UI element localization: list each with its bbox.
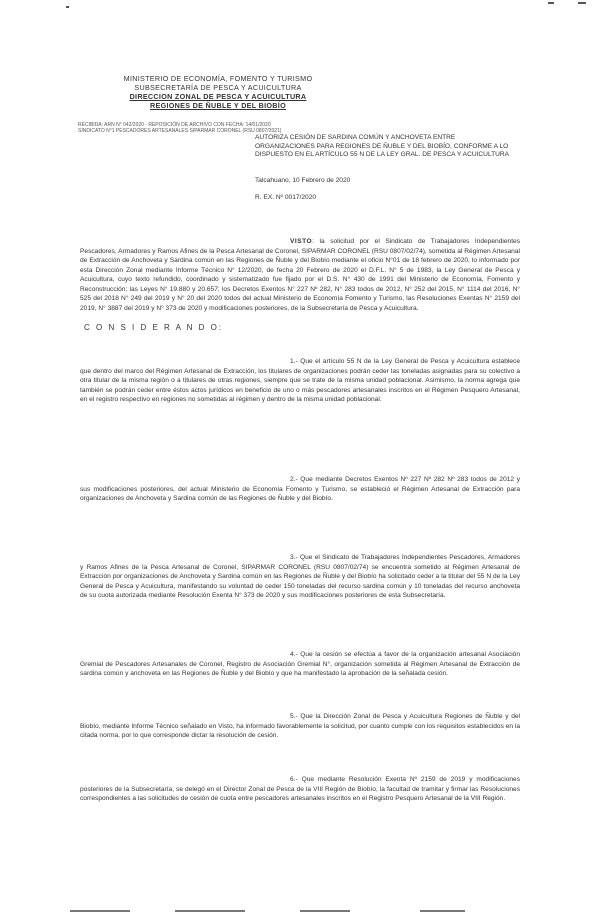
- considerando-item: [80, 775, 520, 804]
- considerando-item: [80, 553, 520, 601]
- visto-lead: VISTO: [290, 238, 313, 245]
- regions-name: REGIONES DE ÑUBLE Y DEL BIOBÍO: [149, 101, 286, 110]
- page-footer-rule: [420, 910, 465, 912]
- place-date: Talcahuano, 10 Febrero de 2020: [255, 177, 351, 184]
- page-footer-rule: [300, 910, 350, 912]
- resolution-subject: AUTORIZA CESIÓN DE SARDINA COMÚN Y ANCHOVETA ENTRE ORGANIZACIONES PARA REGIONES DE ÑUBLE Y DEL BIOBÍO, CONFORME A LO DISPUESTO EN EL ARTÍCULO 55 N DE LA LEY GRAL. DE PESCA Y ACUICULTURA: [255, 134, 510, 159]
- considerando-text: 4.- Que la cesión se efectúa a favor de la organización artesanal Asociación Gremial de Pescadores Artesanales de Coronel, Registro de Asociación Gremial N°, organización sometida al Régimen Artesanal de Extracción de sardina común y anchoveta en las Regiones de Ñuble y del Biobío y que ha manifestado la aprobación de la señalada cesión.: [80, 651, 520, 677]
- visto-text: : la solicitud por el Sindicato de Trabajadores Independientes Pescadores, Armadores y Ramos Afines de la Pesca Artesanal de Coronel, SIPARMAR CORONEL (RSU 0807/02/74), sometida al Régimen Artesanal de Extracción de Anchoveta y Sardina común en las Regiones de Ñuble y del Biobío mediante el oficio N°01 de 18 febrero de 2020, lo informado por esta Dirección Zonal mediante Informe Técnico N° 12/2020, de fecha 20 Febrero de 2020 el D.F.L. N° 5 de 1983, la Ley General de Pesca y Acuicultura, cuyo texto refundido, coordinado y sistematizado fue fijado por el D.S. N° 430 de 1991 del Ministerio de Economía, Fomento y Reconstrucción; las Leyes N° 19.880 y 20.657; los Decretos Exentos N° 227 Nº 282, N° 283 todos de 2012, N° 252 del 2015, N° 1114 del 2016, N° 525 del 2018 N° 249 del 2019 y N° 20 del 2020 todos del actual Ministerio de Economía Fomento y Turismo, las Resoluciones Exentas N° 2159 del 2019, N° 3887 del 2019 y N° 373 de 2020 y modificaciones posteriores, de la Subsecretaría de Pesca y Acuicultura.: [80, 238, 520, 312]
- zonal-direction-name: DIRECCION ZONAL DE PESCA Y ACUICULTURA: [129, 92, 307, 101]
- scan-mark: [578, 2, 586, 4]
- subsecretariat-name: SUBSECRETARÍA DE PESCA Y ACUICULTURA: [134, 83, 302, 92]
- considerando-item: [80, 357, 520, 405]
- considerando-item: [80, 475, 520, 504]
- ministry-header: [88, 74, 348, 110]
- reference-lines: [78, 122, 348, 134]
- page-footer-rule: [175, 910, 245, 912]
- considerando-heading: C O N S I D E R A N D O:: [84, 323, 224, 332]
- considerando-text: 3.- Que el Sindicato de Trabajadores Independientes Pescadores, Armadores y Ramos Afines de la Pesca Artesanal de Coronel, SIPARMAR CORONEL (RSU 0807/02/74) se encuentra sometido al Régimen Artesanal de Extracción por organizaciones de Anchoveta y Sardina común en las Regiones de Ñuble y del Biobío ha solicitado ceder a la titular del 55 N de la Ley General de Pesca y Acuicultura, manifestando su voluntad de ceder 150 toneladas del recurso sardina común y 10 toneladas del recurso anchoveta de su cuota autorizada mediante Resolución Exenta N° 373 de 2020 y sus modificaciones posteriores de esta Subsecretaría.: [80, 554, 520, 599]
- ministry-name: MINISTERIO DE ECONOMÍA, FOMENTO Y TURISMO: [123, 74, 313, 83]
- considerando-item: [80, 712, 520, 741]
- considerando-text: 1.- Que el artículo 55 N de la Ley General de Pesca y Acuicultura establece que dentro del marco del Régimen Artesanal de Extracción, los titulares de organizaciones podrán ceder las toneladas asignadas para su colectivo a otra titular de la misma región o a titulares de otras regiones, siempre que se trate de la misma unidad poblacional. Asimismo, la norma agrega que también se podrán ceder entre éstos actos jurídicos en beneficio de uno o más pescadores artesanales inscritos en el Régimen Pesquero Artesanal, en el registro respectivo en regiones no sometidas al régimen y dentro de la misma unidad poblacional.: [80, 358, 520, 403]
- considerando-text: 2.- Que mediante Decretos Exentos Nº 227 Nº 282 Nº 283 todos de 2012 y sus modificaciones posteriores, del actual Ministerio de Economía Fomento y Turismo, se estableció el Régimen Artesanal de Extracción para organizaciones de Anchoveta y Sardina común de las Regiones de Ñuble y del Biobío.: [80, 476, 520, 502]
- visto-paragraph: [80, 237, 520, 313]
- page-footer-rule: [70, 910, 130, 912]
- considerando-item: [80, 650, 520, 679]
- considerando-text: 5.- Que la Dirección Zonal de Pesca y Acuicultura Regiones de Ñuble y del Biobío, mediante Informe Técnico señalado en Visto, ha informado favorablemente la solicitud, por cuanto cumple con los requisitos establecidos en la citada norma, por lo que corresponde dictar la resolución de cesión.: [80, 713, 520, 739]
- considerando-text: 6.- Que mediante Resolución Exenta Nº 2159 de 2019 y modificaciones posteriores de la Subsecretaría, se delegó en el Director Zonal de Pesca de la VIII Región de Biobío, la facultad de tramitar y firmar las Resoluciones correspondientes a las solicitudes de cesión de cuota entre pescadores artesanales inscritos en el Registro Pesquero Artesanal de la VIII Región.: [80, 776, 520, 802]
- reference-line: SINDICATO N°1 PESCADORES ARTESANALES SIPARMAR CORONEL (RSU 0807/2021): [78, 128, 282, 134]
- reference-line: RECIBIDA: ARN N° 042/2020 - REPOSICIÓN DE ARCHIVO CON FECHA: 14/01/2020: [78, 122, 271, 128]
- scan-mark: [548, 2, 554, 4]
- scan-mark: [66, 6, 69, 8]
- resolution-number: R. EX. Nº 0017/2020: [255, 194, 317, 201]
